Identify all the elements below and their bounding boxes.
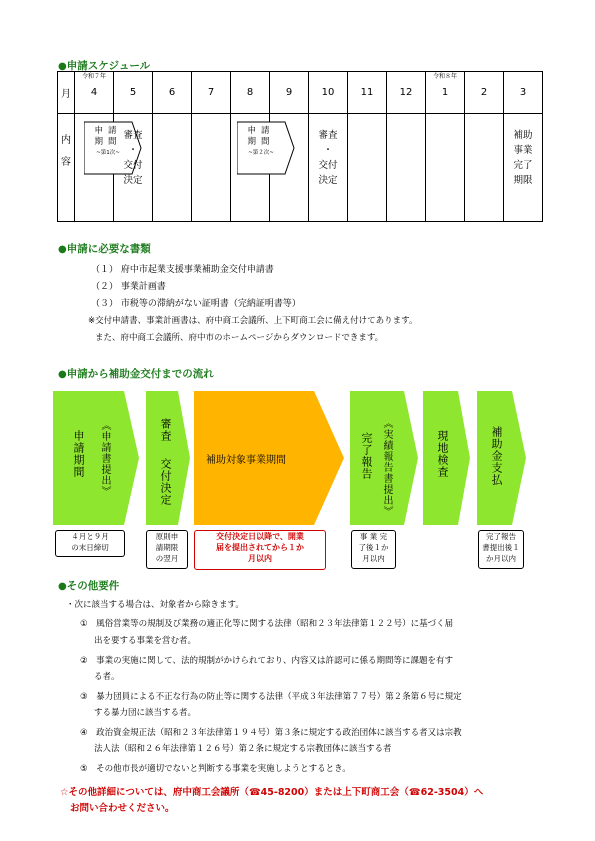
other-item-2-line1: ② 事業の実施に関して、法的規制がかけられており、内容又は許認可に係る期間等に課題を有す — [80, 656, 453, 666]
flow-step-completion-report-sub: 《実績報告書提出》 — [381, 418, 392, 517]
era-label-r8: 令和８年 — [432, 73, 457, 80]
flow-heading: ●申請から補助金交付までの流れ — [58, 368, 214, 380]
application-period-2-sub: ~第２次~ — [248, 150, 274, 156]
flow-step-decision-label: 交付決定 — [159, 458, 172, 506]
month-cell-12: 12 — [387, 72, 426, 114]
flow-step-review-label: 審査 — [159, 418, 172, 442]
other-heading: ●その他要件 — [58, 580, 120, 592]
flow-note-review: 原則申 請期限 の翌月 — [146, 530, 188, 569]
month-cell-10: 10 — [309, 72, 348, 114]
flow-step-payment-label: 補助金支払 — [490, 426, 503, 486]
flow-note-completion-report: 事 業 完 了後１か 月以内 — [351, 530, 396, 569]
flow-step-application-sub: 《申請書提出》 — [99, 420, 110, 497]
month-cell-7: 7 — [192, 72, 231, 114]
completion-deadline: 補助 事業 完了 期限 — [513, 130, 533, 186]
other-item-2-line2: る者。 — [94, 672, 120, 682]
month-cell-2: 2 — [465, 72, 504, 114]
application-period-1-sub: ~第1次~ — [96, 150, 120, 156]
month-cell-9: 9 — [270, 72, 309, 114]
flow-title: 申請から補助金交付までの流れ — [66, 368, 214, 380]
schedule-title: 申請スケジュール — [66, 60, 151, 72]
contact-line-2: お問い合わせください。 — [70, 803, 175, 814]
month-cell-3: 3 — [504, 72, 543, 114]
month-row-label: 月 — [58, 72, 75, 114]
other-item-3-line2: する暴力団に該当する者。 — [94, 708, 197, 718]
other-item-1-line2: 出を要する事業を営む者。 — [94, 636, 197, 646]
flow-note-payment: 完了報告 書提出後１ か月以内 — [478, 530, 524, 569]
review-decision-1: 審査 ・ 交付 決定 — [123, 130, 143, 186]
document-item-1: （１） 府中市起業支援事業補助金交付申請書 — [91, 265, 274, 275]
flow-note-application: ４月と９月 の末日締切 — [55, 530, 125, 557]
review-decision-2: 審査 ・ 交付 決定 — [318, 130, 338, 186]
documents-note-1: ※交付申請書、事業計画書は、府中商工会議所、上下町商工会に備え付けてあります。 — [88, 316, 418, 326]
document-item-3: （３） 市税等の滞納がない証明書（完納証明書等） — [91, 299, 301, 309]
month-cell-11: 11 — [348, 72, 387, 114]
other-item-3-line1: ③ 暴力団員による不正な行為の防止等に関する法律（平成３年法律第７７号）第２条第６号に規定 — [80, 692, 462, 702]
application-period-1-arrow: 申請 期間 ~第1次~ — [84, 120, 142, 176]
month-cell-8: 8 — [231, 72, 270, 114]
content-row-label: 内 容 — [58, 114, 75, 222]
flow-note-project-period: 交付決定日以降で、開業 届を提出されてから１か 月以内 — [194, 530, 326, 570]
other-item-4-line1: ④ 政治資金規正法（昭和２３年法律第１９４号）第３条に規定する政治団体に該当する者又は宗教 — [80, 728, 462, 738]
documents-title: 申請に必要な書類 — [66, 243, 151, 255]
contact-line-1: ☆その他詳細については、府中商工会議所（☎45-8200）または上下町商工会（☎62-3504）へ — [60, 787, 484, 798]
flow-step-application-label: 申請期間 — [72, 430, 85, 478]
flow-step-site-inspection-label: 現地検査 — [436, 430, 449, 478]
documents-note-2: また、府中商工会議所、府中市のホームページからダウンロードできます。 — [95, 333, 384, 343]
other-item-1-line1: ① 風俗営業等の規制及び業務の適正化等に関する法律（昭和２３年法律第１２２号）に基づく届 — [80, 619, 454, 629]
application-period-2-arrow: 申請 期間 ~第２次~ — [237, 120, 295, 176]
flow-step-application-arrow — [53, 391, 139, 525]
era-label-r7: 令和７年 — [81, 73, 106, 80]
month-cell-1: 令和８年 1 — [426, 72, 465, 114]
schedule-heading: ●申請スケジュール — [58, 60, 151, 72]
document-item-2: （２） 事業計画書 — [91, 282, 166, 292]
month-cell-4: 令和７年 4 — [75, 72, 114, 114]
month-cell-6: 6 — [153, 72, 192, 114]
flow-step-project-period-label: 補助対象事業期間 — [206, 455, 286, 466]
other-item-4-line2: 法人法（昭和２６年法律第１２６号）第２条に規定する宗教団体に該当する者 — [94, 744, 392, 754]
month-cell-5: 5 — [114, 72, 153, 114]
other-intro: ・次に該当する場合は、対象者から除きます。 — [66, 600, 244, 610]
documents-heading: ●申請に必要な書類 — [58, 243, 151, 255]
flow-step-completion-report-label: 完了報告 — [360, 432, 373, 480]
other-title: その他要件 — [66, 580, 120, 592]
other-item-5: ⑤ その他市長が適切でないと判断する事業を実施しようとするとき。 — [80, 764, 351, 774]
